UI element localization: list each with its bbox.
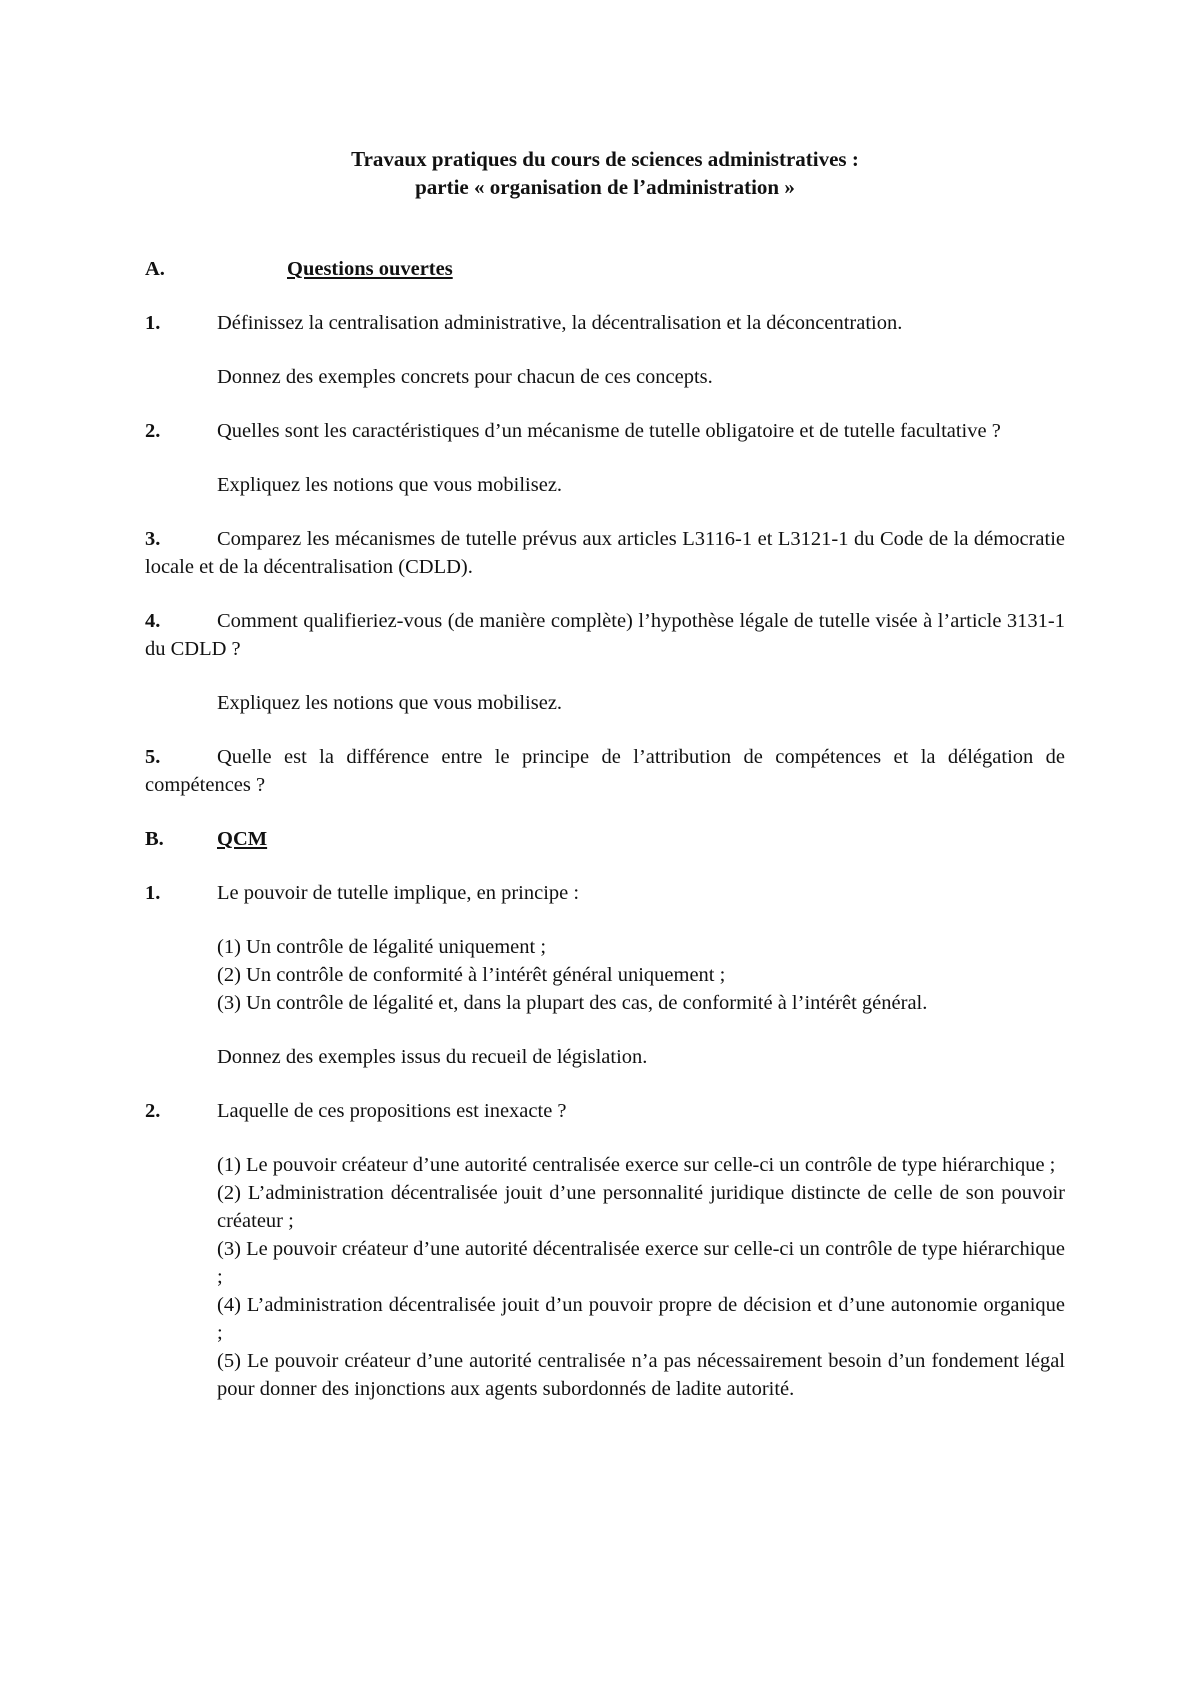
- question-follow-up: Expliquez les notions que vous mobilisez.: [217, 474, 563, 496]
- question-a1: [145, 309, 1065, 391]
- section-a-heading: [145, 255, 1065, 283]
- section-b-letter: B.: [145, 828, 164, 850]
- question-b2: [145, 1097, 1065, 1403]
- answer-option: (1) Le pouvoir créateur d’une autorité centralisée exerce sur celle-ci un contrôle de type hiérarchique ;: [217, 1154, 1056, 1176]
- question-text: Quelle est la différence entre le principe de l’attribution de compétences et la délégation de compétences ?: [145, 746, 1065, 796]
- answer-option: (2) Un contrôle de conformité à l’intérêt général uniquement ;: [217, 964, 726, 986]
- question-a3: [145, 525, 1065, 581]
- question-text: Comment qualifieriez-vous (de manière complète) l’hypothèse légale de tutelle visée à l’article 3131-1 du CDLD ?: [145, 610, 1065, 660]
- answer-options: [217, 1151, 1065, 1403]
- section-b-heading: [145, 825, 1065, 853]
- question-text: Définissez la centralisation administrative, la décentralisation et la déconcentration.: [217, 312, 903, 334]
- section-a-title: Questions ouvertes: [287, 258, 453, 280]
- question-b1: [145, 879, 1065, 1071]
- question-number: 3.: [145, 528, 161, 550]
- question-number: 2.: [145, 1100, 161, 1122]
- question-text: Laquelle de ces propositions est inexacte ?: [217, 1100, 567, 1122]
- question-number: 1.: [145, 312, 161, 334]
- answer-option: (2) L’administration décentralisée jouit d’une personnalité juridique distincte de celle de son pouvoir créateur ;: [217, 1182, 1065, 1232]
- answer-option: (1) Un contrôle de légalité uniquement ;: [217, 936, 547, 958]
- answer-option: (3) Le pouvoir créateur d’une autorité décentralisée exerce sur celle-ci un contrôle de type hiérarchique ;: [217, 1238, 1065, 1288]
- section-b-title: QCM: [217, 828, 268, 850]
- question-text: Comparez les mécanismes de tutelle prévus aux articles L3116-1 et L3121-1 du Code de la démocratie locale et de la décentralisation (CDLD).: [145, 528, 1065, 578]
- title-line-1: Travaux pratiques du cours de sciences administratives :: [351, 147, 859, 171]
- question-follow-up: Donnez des exemples issus du recueil de législation.: [217, 1046, 648, 1068]
- question-number: 2.: [145, 420, 161, 442]
- question-follow-up: Expliquez les notions que vous mobilisez.: [217, 692, 563, 714]
- question-text: Quelles sont les caractéristiques d’un mécanisme de tutelle obligatoire et de tutelle facultative ?: [217, 420, 1001, 442]
- answer-option: (4) L’administration décentralisée jouit d’un pouvoir propre de décision et d’une autonomie organique ;: [217, 1294, 1065, 1344]
- question-a2: [145, 417, 1065, 445]
- question-number: 1.: [145, 882, 161, 904]
- title-line-2: partie « organisation de l’administration »: [415, 175, 795, 199]
- document-title: [145, 145, 1065, 201]
- answer-option: (5) Le pouvoir créateur d’une autorité centralisée n’a pas nécessairement besoin d’un fondement légal pour donner des injonctions aux agents subordonnés de ladite autorité.: [217, 1350, 1065, 1400]
- question-text: Le pouvoir de tutelle implique, en principe :: [217, 882, 580, 904]
- answer-options: [217, 933, 1065, 1017]
- question-a4: [145, 607, 1065, 663]
- section-a-letter: A.: [145, 258, 165, 280]
- question-a5: [145, 743, 1065, 799]
- question-number: 5.: [145, 746, 161, 768]
- question-number: 4.: [145, 610, 161, 632]
- answer-option: (3) Un contrôle de légalité et, dans la plupart des cas, de conformité à l’intérêt général.: [217, 992, 928, 1014]
- question-follow-up: Donnez des exemples concrets pour chacun de ces concepts.: [217, 366, 713, 388]
